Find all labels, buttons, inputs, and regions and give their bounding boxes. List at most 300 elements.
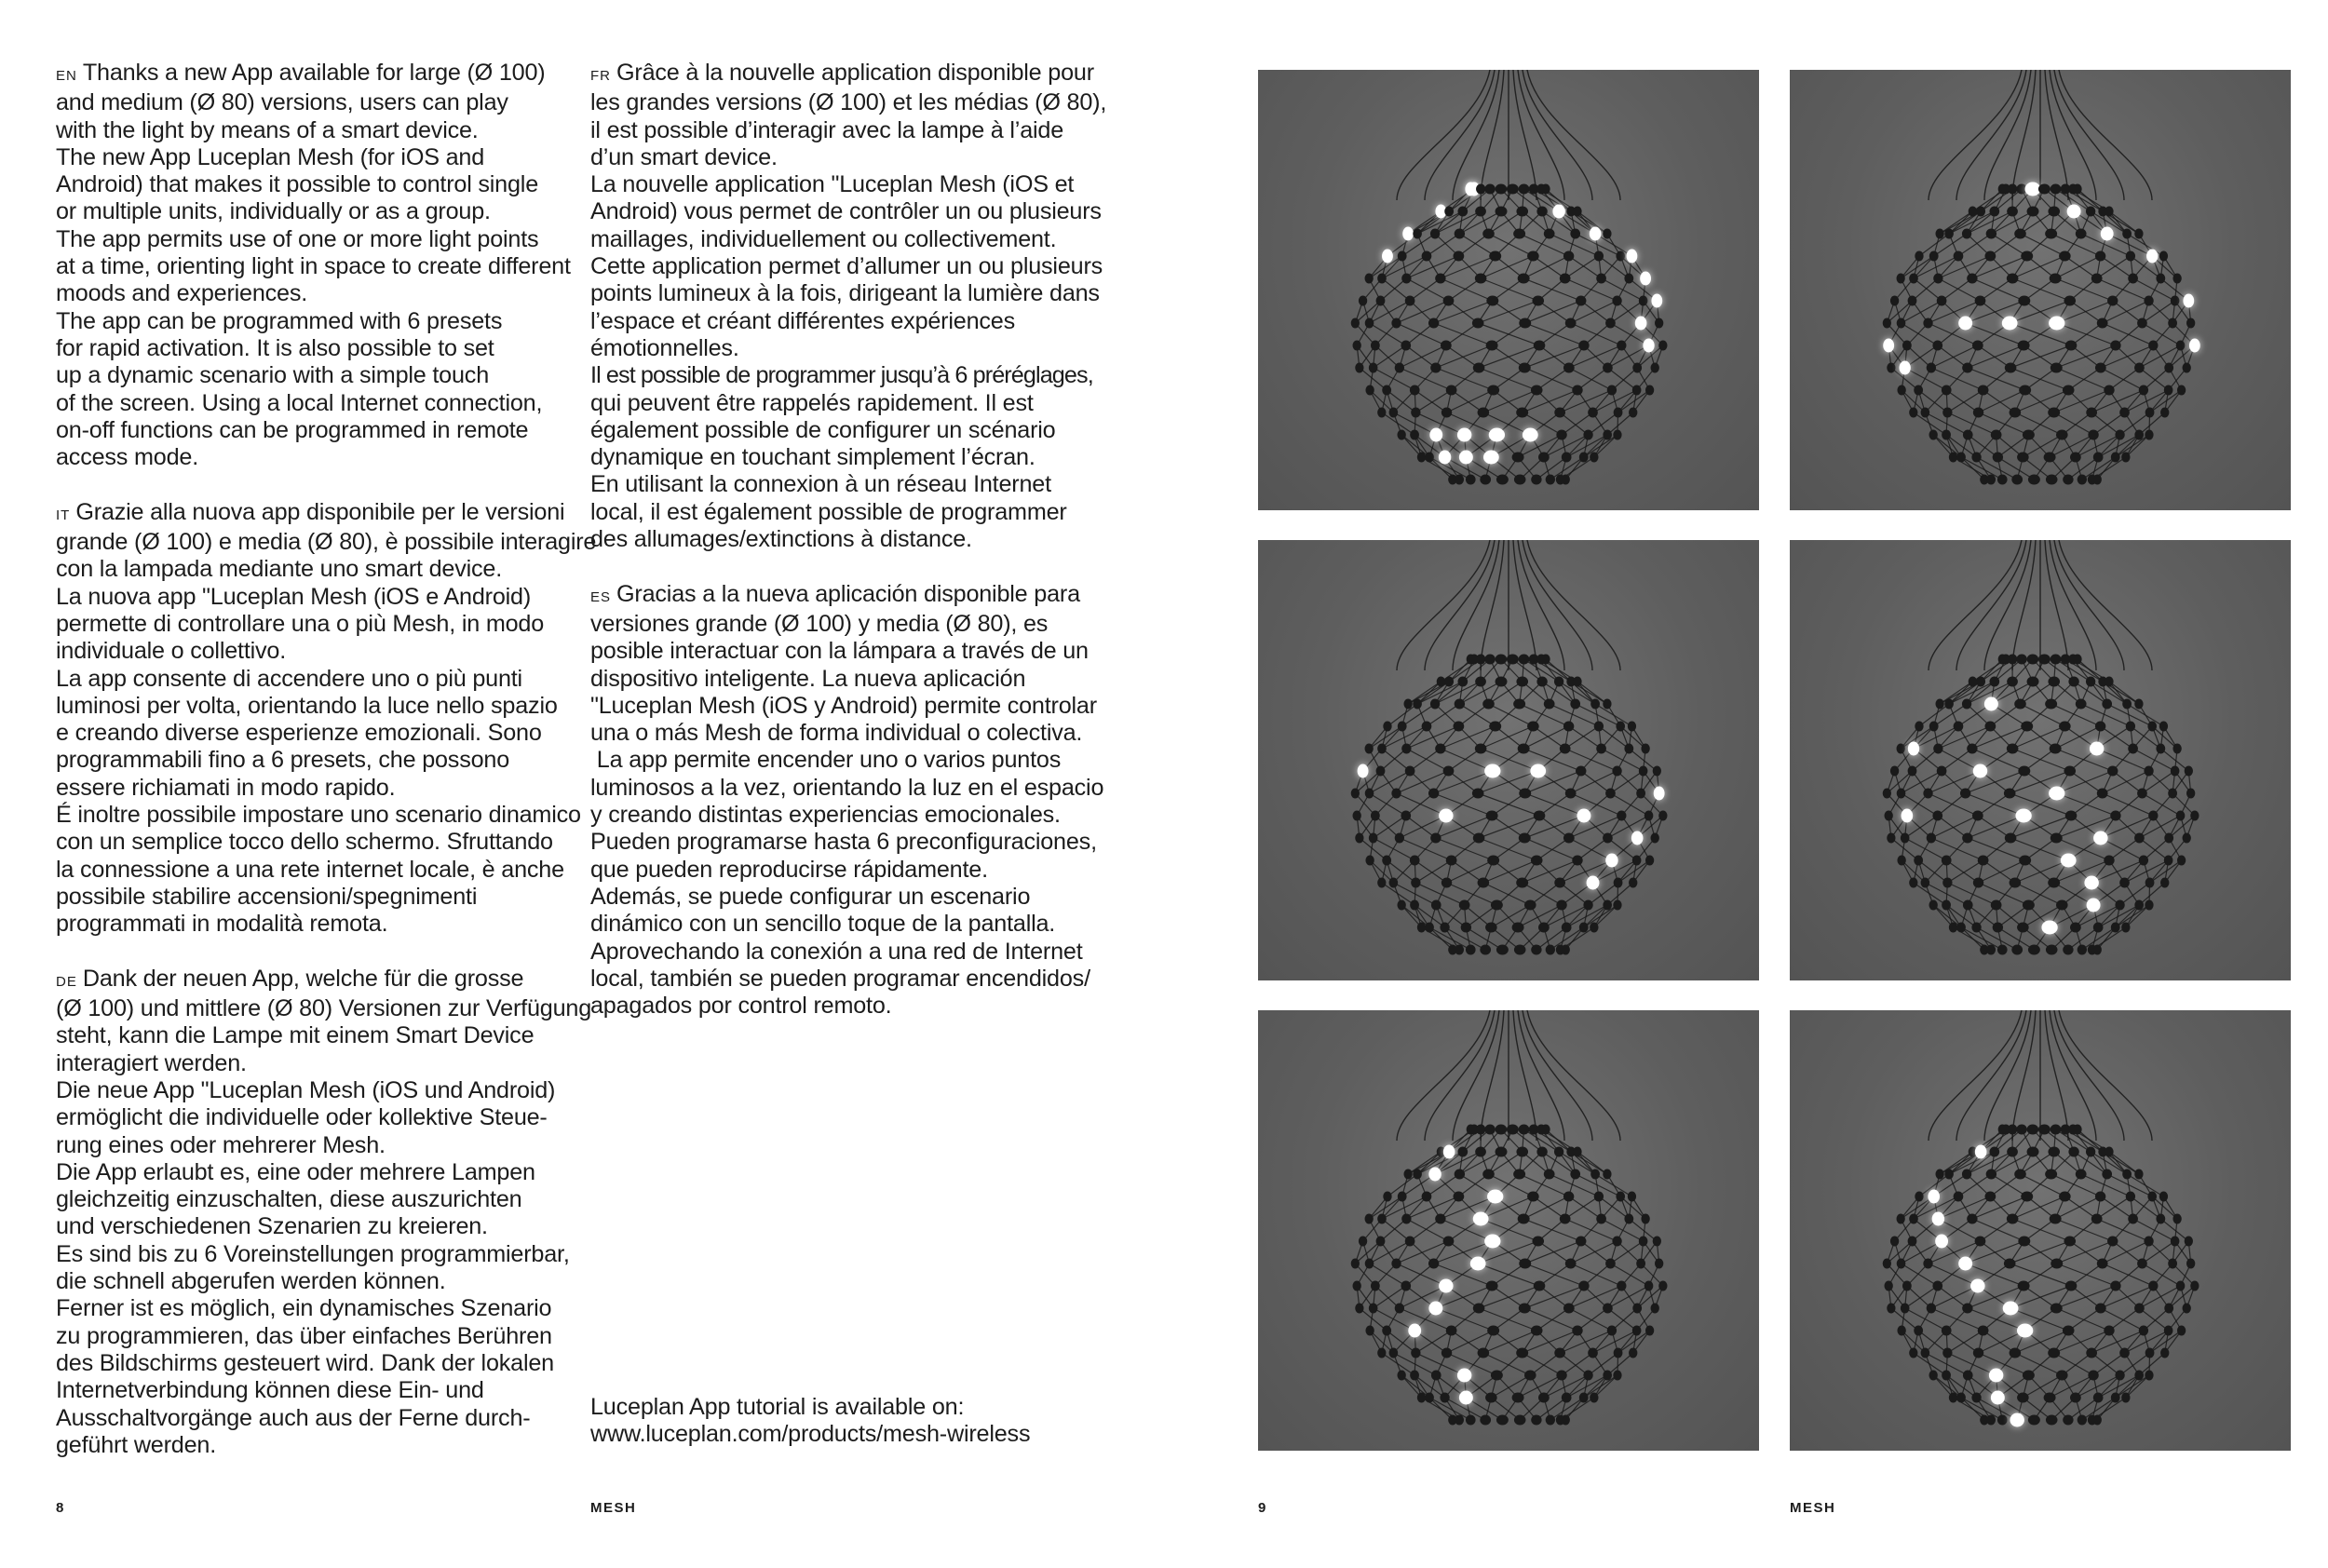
led-off [1538,923,1550,933]
led-off [1365,1214,1374,1224]
led-off [1976,207,1985,217]
led-off [1401,744,1411,754]
led-off [1455,229,1465,239]
led-off [1536,1147,1547,1157]
led-off [2010,878,2022,888]
led-off [1487,856,1499,866]
led-off [1516,408,1528,418]
led-off [1978,1326,1989,1336]
led-off [1401,1281,1411,1291]
led-off [1365,856,1374,866]
led-off [1519,184,1530,195]
led-off [1486,811,1498,821]
led-off [1532,296,1544,306]
led-off [2059,251,2071,262]
led-off [2159,722,2168,732]
led-off [1658,1281,1667,1291]
led-off [1514,945,1526,955]
led-off [2185,766,2193,777]
led-off [1560,1214,1571,1224]
led-on [1651,294,1662,308]
led-off [1942,408,1952,418]
led-off [1473,833,1485,844]
paragraph-en-line: The new App Luceplan Mesh (for iOS and [56,143,485,170]
led-off [2134,833,2145,844]
led-off [1377,878,1386,888]
led-off [1594,1192,1604,1202]
led-on [1984,697,1998,711]
led-off [1417,1393,1426,1403]
led-off [1532,1237,1544,1247]
led-off [1628,1192,1636,1202]
led-off [2059,1192,2071,1202]
led-off [1954,722,1964,732]
led-off [2110,341,2120,351]
led-off [1921,878,1930,888]
led-off [1514,475,1526,485]
led-off [1428,1259,1439,1269]
led-off [1556,430,1566,440]
led-off [1519,318,1531,329]
led-off [2128,1214,2138,1224]
led-off [2164,1326,2173,1336]
paragraph-it-line: programmati in modalità remota. [56,911,388,938]
paragraph-es-line-0: ES Gracias a la nueva aplicación disponible para [590,580,1080,607]
led-off [1444,677,1454,687]
led-off [1563,1192,1574,1202]
led-off [2086,207,2095,217]
led-off [1383,1192,1391,1202]
led-off [2095,722,2105,732]
led-off [2086,677,2095,687]
led-off [1579,1393,1589,1403]
led-off [1636,789,1645,799]
led-off [1519,363,1531,373]
led-off [2105,677,2113,687]
led-off [1897,789,1906,799]
led-off [2016,1125,2026,1135]
led-off [2144,1237,2153,1247]
paragraph-de-line: ermöglicht die individuelle oder kollektive Steue- [56,1104,548,1131]
led-off [2190,811,2199,821]
led-off [1376,766,1386,777]
lang-tag-en: EN [56,68,77,84]
led-off [2168,789,2177,799]
led-off [1516,207,1528,217]
led-off [1541,655,1550,665]
led-off [1487,1326,1499,1336]
led-off [1446,856,1457,866]
led-off [1909,408,1917,418]
led-off [1425,923,1434,933]
led-off [1573,1147,1581,1157]
paragraph-es-line: La app permite encender uno o varios puntos [590,747,1062,774]
led-on [2025,182,2041,196]
paragraph-es-line: Además, se puede configurar un escenario [590,883,1031,910]
led-off [1570,1169,1580,1180]
paragraph-it-line: possibile stabilire accensioni/spegnimenti [56,883,478,910]
led-off [1430,229,1440,239]
led-off [2186,318,2195,329]
led-off [1544,699,1555,710]
paragraph-es-line: Pueden programarse hasta 6 preconfiguraciones, [590,829,1097,856]
led-off [1972,811,1983,821]
led-off [2088,430,2098,440]
paragraph-fr-line: les grandes versions (Ø 100) et les médias (Ø 80), [590,89,1107,116]
led-off [2027,655,2039,665]
paragraph-en-line: moods and experiences. [56,280,308,307]
paragraph-it-line: grande (Ø 100) e media (Ø 80), è possibile interagire [56,529,597,556]
led-off [2156,744,2165,754]
led-off [1486,296,1498,306]
led-off [1583,1371,1592,1381]
lamp-photo-2 [1790,70,2291,510]
led-off [1985,1192,1996,1202]
led-off [1536,207,1547,217]
led-off [2093,453,2104,463]
led-off [1562,475,1570,485]
led-off [1473,363,1485,373]
led-off [1944,1169,1954,1180]
led-off [2148,341,2158,351]
led-off [1365,744,1374,754]
led-off [1909,878,1917,888]
led-off [2068,1147,2078,1157]
led-off [1398,1192,1407,1202]
led-off [1518,744,1530,754]
led-off [2008,655,2017,665]
led-off [2048,1147,2060,1157]
led-off [1475,207,1486,217]
led-off [1653,766,1661,777]
led-on [2183,294,2194,308]
led-off [1440,923,1449,933]
mesh-lamp-drawing [1790,1010,2291,1451]
led-off [1410,1371,1419,1381]
led-off [1935,229,1943,239]
led-on [1443,1145,1455,1159]
paragraph-es-line: dispositivo inteligente. La nueva aplicación [590,665,1026,692]
led-off [2147,722,2157,732]
led-off [1973,1348,1983,1358]
led-off [1512,1393,1524,1403]
led-on [1631,831,1644,845]
led-off [2005,363,2017,373]
paragraph-fr-line: Il est possible de programmer jusqu’à 6 préréglages, [590,362,1093,389]
led-off [2128,274,2138,284]
led-off [1507,655,1519,665]
tutorial-link[interactable]: www.luceplan.com/products/mesh-wireless [590,1421,1031,1448]
led-off [1603,1304,1613,1314]
led-off [2010,1348,2022,1358]
led-off [1476,655,1485,665]
led-off [1962,1304,1972,1314]
lamp-photo-4 [1790,540,2291,980]
led-off [1624,274,1633,284]
led-off [1476,184,1485,195]
led-off [1651,1304,1659,1314]
led-off [2065,341,2078,351]
led-off [1908,1237,1917,1247]
led-off [1956,453,1966,463]
led-on [1973,764,1987,778]
led-off [2011,945,2023,955]
led-off [1516,878,1528,888]
led-off [1369,363,1378,373]
led-off [1902,1281,1912,1291]
led-on [1487,1190,1503,1204]
led-off [1355,833,1363,844]
led-off [1565,789,1577,799]
led-off [1376,1237,1386,1247]
paragraph-es-line: versiones grande (Ø 100) y media (Ø 80), es [590,610,1049,637]
led-off [1554,1348,1565,1358]
led-on [2067,205,2081,219]
led-off [2102,1169,2112,1180]
led-off [2171,296,2180,306]
led-off [1929,900,1937,911]
led-off [1437,677,1445,687]
led-off [2007,274,2019,284]
led-off [1457,677,1468,687]
led-off [1519,833,1531,844]
led-off [1531,1326,1543,1336]
led-off [1496,1147,1508,1157]
led-off [1573,207,1581,217]
led-off [2160,878,2169,888]
led-off [1478,878,1490,888]
led-off [1546,1415,1555,1426]
led-off [1914,856,1923,866]
led-off [1570,229,1580,239]
led-on [1439,451,1451,465]
led-on [2010,1413,2023,1427]
paragraph-en-line: on-off functions can be programmed in remote [56,416,529,443]
led-off [1921,1348,1930,1358]
led-off [2018,766,2030,777]
led-off [1890,1237,1899,1247]
led-on [1408,1324,1421,1338]
led-off [1617,811,1626,821]
led-off [2148,1281,2158,1291]
led-off [2134,430,2144,440]
led-off [1484,1125,1495,1135]
paragraph-fr-line: d’un smart device. [590,143,778,170]
led-off [2051,1125,2062,1135]
lang-tag-de: DE [56,973,77,990]
led-off [2185,1237,2193,1247]
paragraph-it [56,498,597,939]
led-off [1422,1192,1432,1202]
led-off [1478,1348,1490,1358]
lang-tag-fr: FR [590,68,611,84]
led-on [2061,854,2077,868]
led-off [1496,1125,1508,1135]
led-on [1402,227,1414,241]
paragraph-en-line: of the screen. Using a local Internet connection, [56,389,543,416]
led-off [1986,1415,1996,1426]
led-off [1401,1214,1411,1224]
led-on [2015,809,2031,823]
led-off [1401,811,1411,821]
led-off [1628,722,1636,732]
paragraph-fr-line: La nouvelle application "Luceplan Mesh (iOS et [590,171,1075,198]
led-off [2091,1214,2103,1224]
led-off [1607,1326,1617,1336]
led-off [2018,1281,2030,1291]
led-off [1576,1237,1586,1247]
led-off [1351,789,1360,799]
led-off [1890,766,1899,777]
led-off [2051,833,2063,844]
led-off [1942,1348,1952,1358]
led-off [1403,699,1412,710]
led-off [1472,789,1484,799]
mesh-lamp-drawing [1790,70,2291,510]
led-off [1971,923,1981,933]
led-off [1991,430,2002,440]
led-off [2122,229,2132,239]
led-off [2159,1192,2168,1202]
led-off [1563,363,1575,373]
led-off [1397,900,1405,911]
paragraph-it-line: programmabili fino a 6 presets, che possono [56,747,510,774]
led-off [2086,1348,2097,1358]
led-off [1457,1147,1468,1157]
led-off [2126,251,2135,262]
led-off [1519,1304,1531,1314]
led-on [1935,1235,1948,1249]
paragraph-de-line: steht, kann die Lampe mit einem Smart Device [56,1022,535,1049]
led-off [1410,856,1420,866]
led-off [1897,1259,1906,1269]
paragraph-de-line-0: DE Dank der neuen App, welche für die grosse [56,965,524,992]
led-off [1473,1304,1485,1314]
paragraph-fr-line: Android) vous permet de contrôler un ou plusieurs [590,198,1102,225]
led-off [2008,1125,2017,1135]
led-off [1639,296,1648,306]
led-off [2044,453,2056,463]
led-off [2028,945,2040,955]
led-off [1617,1281,1626,1291]
led-off [1365,1326,1374,1336]
led-off [2095,251,2105,262]
led-off [1422,251,1432,262]
led-on [2146,250,2158,264]
paragraph-it-line-0: IT Grazie alla nuova app disponibile per le versioni [56,498,565,525]
led-off [2093,923,2104,933]
led-off [2017,923,2029,933]
led-off [1405,766,1415,777]
paragraph-en-line: and medium (Ø 80) versions, users can play [56,89,508,116]
paragraph-es-line: que pueden reproducirse rápidamente. [590,856,988,883]
led-off [2104,1326,2114,1336]
led-off [2171,766,2180,777]
led-off [1389,1348,1399,1358]
led-off [1572,856,1582,866]
led-off [1527,251,1539,262]
led-off [1507,1125,1519,1135]
paragraph-fr-line: l’espace et créant différentes expériences [590,307,1015,334]
led-off [2107,766,2118,777]
led-off [2023,1371,2035,1381]
led-off [1371,341,1380,351]
led-on [1627,250,1638,264]
led-off [1431,1371,1441,1381]
led-off [2107,296,2118,306]
paragraph-fr-line: également possible de configurer un scénario [590,416,1056,443]
led-off [2016,655,2026,665]
led-on [2093,831,2107,845]
led-off [1554,878,1565,888]
led-on [1932,1212,1944,1226]
led-off [1534,341,1546,351]
led-off [2115,430,2124,440]
led-off [1942,385,1952,396]
led-off [1544,1169,1555,1180]
led-off [1658,341,1667,351]
led-off [1897,744,1905,754]
led-off [2102,699,2112,710]
led-off [1645,856,1654,866]
led-on [2084,876,2098,890]
led-on [1958,317,1972,331]
paragraph-fr-line: points lumineux à la fois, dirigeant la lumière dans [590,280,1100,307]
led-off [1927,833,1936,844]
led-off [2134,1169,2143,1180]
paragraph-de-line: Die neue App "Luceplan Mesh (iOS und Android) [56,1076,556,1103]
led-off [1457,207,1468,217]
led-off [1554,408,1565,418]
led-off [1655,318,1663,329]
led-off [1417,923,1426,933]
led-off [1398,722,1407,732]
led-off [2111,923,2120,933]
led-off [1519,789,1531,799]
led-off [2019,856,2031,866]
mesh-lamp-drawing [1258,540,1759,980]
paragraph-es-line: y creando distintas experiencias emocionales. [590,802,1061,829]
led-on [1484,764,1500,778]
led-off [1397,1371,1405,1381]
paragraph-es-line: local, también se pueden programar encendidos/ [590,965,1090,992]
paragraph-es-line: "Luceplan Mesh (iOS y Android) permite controlar [590,692,1097,719]
led-off [1897,318,1906,329]
led-off [2014,699,2026,710]
led-off [1440,1393,1449,1403]
led-off [1430,363,1441,373]
led-off [1496,207,1508,217]
led-on [1439,1279,1453,1293]
led-off [1603,229,1611,239]
led-off [1639,1237,1648,1247]
led-off [2051,1259,2063,1269]
led-off [1466,1415,1476,1426]
led-off [2046,945,2058,955]
led-off [1645,1326,1654,1336]
led-off [2183,833,2191,844]
led-off [1435,1214,1445,1224]
led-off [2126,722,2135,732]
led-off [2051,184,2062,195]
led-off [1632,1304,1642,1314]
led-off [1897,385,1905,396]
led-off [1518,1214,1530,1224]
led-off [1369,1304,1378,1314]
led-off [1929,251,1939,262]
led-off [2063,1415,2073,1426]
led-off [2164,856,2173,866]
